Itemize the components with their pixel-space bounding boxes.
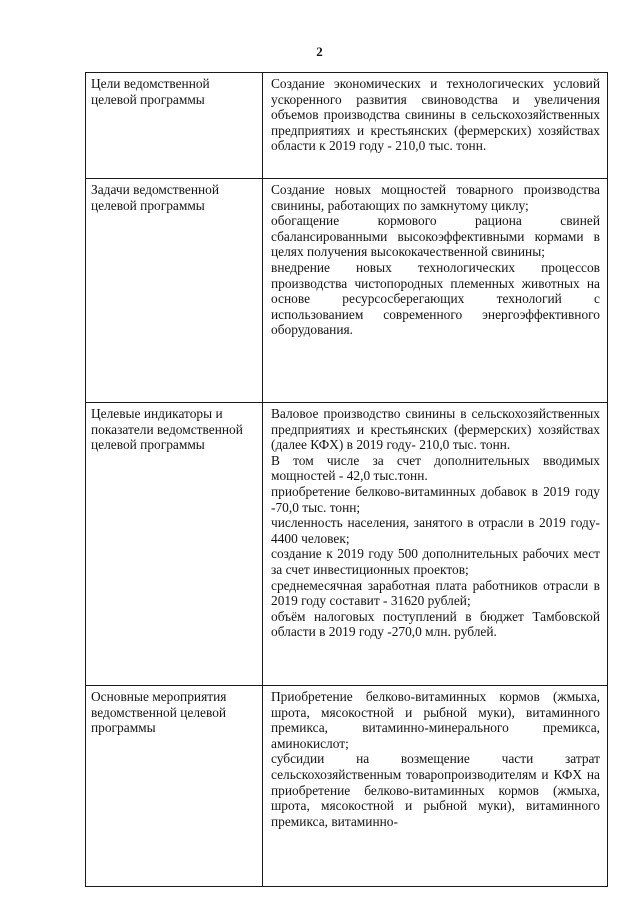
row-label-tasks: Задачи ведомственной целевой программы bbox=[91, 182, 220, 213]
content-cell bbox=[263, 403, 608, 686]
label-cell bbox=[86, 403, 263, 686]
indicator-paragraph: численность населения, занятого в отрасли в 2019 году- 4400 человек; bbox=[271, 515, 600, 546]
label-cell bbox=[86, 73, 263, 179]
activity-paragraph: субсидии на возмещение части затрат сельскохозяйственным товаропроизводителям и КФХ на приобретение белково-витаминных кормов (жмыха, шрота, мясокостной и рыбной муки), витаминного премикса, витаминно- bbox=[271, 751, 600, 829]
task-paragraph: обогащение кормового рациона свиней сбалансированными высокоэффективными кормами в целях получения высококачественной свинины; bbox=[271, 213, 600, 260]
table-row-indicators bbox=[86, 403, 608, 686]
indicator-paragraph: приобретение белково-витаминных добавок в 2019 году -70,0 тыс. тонн; bbox=[271, 483, 600, 515]
goals-text: Создание экономических и технологических условий ускоренного развития свиноводства и увеличения объемов производства свинины в сельскохозяйственных предприятиях и крестьянских (фермерских) хозяйствах области к 2019 году - 210,0 тыс. тонн. bbox=[271, 76, 600, 154]
content-cell bbox=[263, 179, 608, 403]
row-label-indicators: Целевые индикаторы и показатели ведомственной целевой программы bbox=[91, 406, 243, 453]
activity-paragraph: Приобретение белково-витаминных кормов (жмыха, шрота, мясокостной и рыбной муки), витаминного премикса, витаминно-минерального премикса, аминокислот; bbox=[271, 689, 600, 751]
content-cell bbox=[263, 73, 608, 179]
table-row-activities bbox=[86, 686, 608, 887]
page-number: 2 bbox=[316, 44, 323, 59]
task-paragraph: Создание новых мощностей товарного производства свинины, работающих по замкнутому циклу; bbox=[271, 182, 600, 213]
row-label-activities: Основные мероприятия ведомственной целевой программы bbox=[91, 689, 227, 736]
indicator-paragraph: В том числе за счет дополнительных вводимых мощностей - 42,0 тыс.тонн. bbox=[271, 452, 600, 484]
task-paragraph: внедрение новых технологических процессов производства чистопородных племенных животных на основе ресурсосберегающих технологий с использованием современного энергоэффективного оборудования. bbox=[271, 259, 600, 338]
label-cell bbox=[86, 179, 263, 403]
table-row-goals bbox=[86, 73, 608, 179]
program-passport-table bbox=[85, 72, 608, 887]
indicator-paragraph: Валовое производство свинины в сельскохозяйственных предприятиях и крестьянских (фермерских) хозяйствах (далее КФХ) в 2019 году- 210,0 тыс. тонн. bbox=[271, 406, 600, 453]
content-cell bbox=[263, 686, 608, 887]
indicator-paragraph: объём налоговых поступлений в бюджет Тамбовской области в 2019 году -270,0 млн. рублей. bbox=[271, 608, 600, 640]
table-row-tasks bbox=[86, 179, 608, 403]
label-cell bbox=[86, 686, 263, 887]
indicator-paragraph: создание к 2019 году 500 дополнительных рабочих мест за счет инвестиционных проектов; bbox=[271, 546, 600, 577]
row-label-goals: Цели ведомственной целевой программы bbox=[91, 76, 210, 107]
indicator-paragraph: среднемесячная заработная плата работников отрасли в 2019 году составит - 31620 рублей; bbox=[271, 577, 600, 609]
